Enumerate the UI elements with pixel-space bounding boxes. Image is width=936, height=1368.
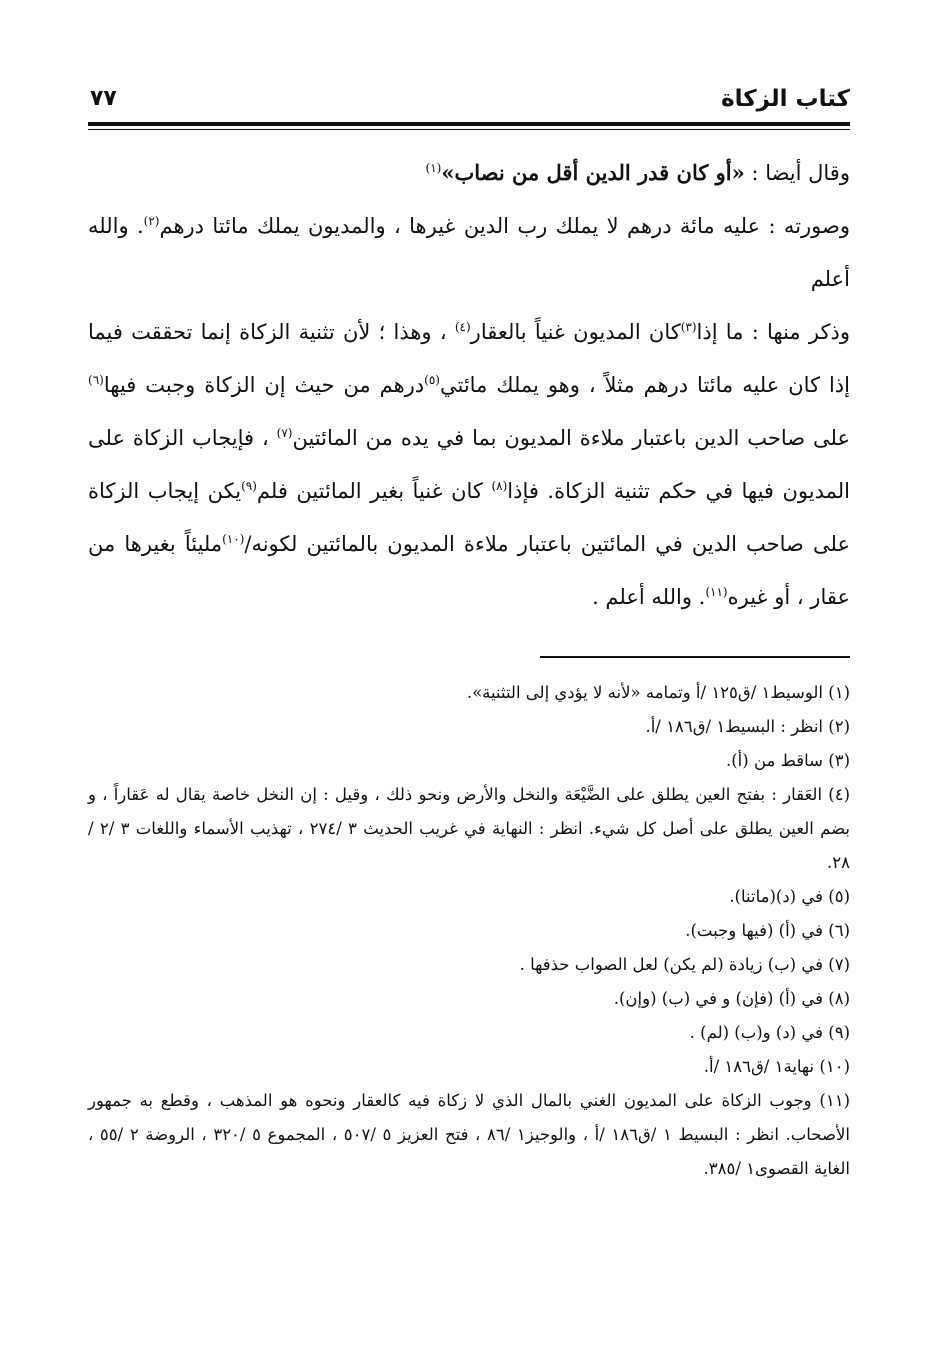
paragraph-3: وذكر منها : ما إذا$^{(٣)}$كان المديون غنياً بالعقار$^{(٤)}$ ، وهذا ؛ لأن تثنية الزكاة إنما تحققت فيما إذا كان عليه مائتا درهم مثلاً ، وهو يملك مائتي$^{(٥)}$درهم من حيث إن الزكاة وجبت فيها$^{(٦)}$ على صاحب الدين باعتبار ملاءة المديون بما في يده من المائتين$^{(٧)}$ ، فإيجاب الزكاة على المديون فيها في حكم تثنية الزكاة. فإذا$^{(٨)}$ كان غنياً بغير المائتين فلم$^{(٩)}$يكن إيجاب الزكاة على صاحب الدين في المائتين باعتبار ملاءة المديون بالمائتين لكونه/$^{(١٠)}$مليئاً بغيرها من عقار ، أو غيره$^{(١١)}$. والله أعلم .: [88, 320, 850, 609]
footnote-ref-6[interactable]: (٦): [88, 373, 104, 387]
running-title: كتاب الزكاة: [721, 86, 850, 112]
footnote-9: (٩) في (د) و(ب) (لم) .: [689, 1023, 850, 1042]
footnote-4: (٤) العَقار : بفتح العين يطلق على الضَّيْعَة والنخل والأرض ونحو ذلك ، وقيل : إن النخل خاصة يقال له عَقاراً ، و بضم العين يطلق على أصل كل شيء. انظر : النهاية في غريب الحديث ٣ /٢٧٤ ، تهذيب الأسماء واللغات ٣ /٢ /٢٨.: [88, 785, 851, 872]
footnote-ref-2[interactable]: (٢): [143, 214, 160, 228]
paragraph-1: وقال أيضا : «أو كان قدر الدين أقل من نصاب»$^{(١)}$: [425, 160, 850, 185]
footnote-ref-8[interactable]: (٨): [491, 479, 508, 493]
footnote-ref-9[interactable]: (٩): [241, 479, 257, 493]
page-header: [88, 86, 850, 120]
footnotes: [88, 676, 850, 1186]
footnote-6: (٦) في (أ) (فيها وجبت).: [685, 921, 850, 940]
footnote-ref-1[interactable]: (١): [425, 161, 442, 175]
footnote-7: (٧) في (ب) زيادة (لم يكن) لعل الصواب حذفها .: [519, 955, 850, 974]
footnote-3: (٣) ساقط من (أ).: [726, 751, 850, 770]
footnote-1: (١) الوسيط١ /ق١٢٥ /أ وتمامه «لأنه لا يؤدي إلى التثنية».: [466, 683, 850, 702]
footnote-5: (٥) في (د)(ماتنا).: [729, 887, 850, 906]
footnote-2: (٢) انظر : البسيط١ /ق١٨٦ /أ.: [645, 717, 850, 736]
paragraph-2: وصورته : عليه مائة درهم لا يملك رب الدين غيرها ، والمديون يملك مائتا درهم$^{(٢)}$. والله أعلم: [88, 214, 851, 291]
quoted-text: «أو كان قدر الدين أقل من نصاب»: [441, 160, 745, 185]
footnote-ref-7[interactable]: (٧): [276, 426, 293, 440]
footnote-8: (٨) في (أ) (فإن) و في (ب) (وإن).: [613, 989, 850, 1008]
footnote-ref-10[interactable]: (١٠): [222, 532, 245, 546]
footnote-ref-11[interactable]: (١١): [705, 585, 728, 599]
footnote-11: (١١) وجوب الزكاة على المديون الغني بالمال الذي لا زكاة فيه كالعقار ونحوه هو المذهب ، وقطع به جمهور الأصحاب. انظر : البسيط ١ /ق١٨٦ /أ ، والوجيز١ /٨٦ ، فتح العزيز ٥ /٥٠٧ ، المجموع ٥ /٣٢٠ ، الروضة ٢ /٥٥ ، الغاية القصوى١ /٣٨٥.: [88, 1091, 850, 1178]
footnote-separator: [540, 656, 850, 658]
footnote-ref-3[interactable]: (٣): [680, 320, 697, 334]
header-rule-thin: [88, 129, 850, 130]
header-rule-thick: [88, 122, 850, 126]
footnote-ref-5[interactable]: (٥): [424, 373, 440, 387]
footnote-ref-4[interactable]: (٤): [454, 320, 471, 334]
footnote-10: (١٠) نهاية١ /ق١٨٦ /أ.: [703, 1057, 850, 1076]
page-number: ٧٧: [90, 86, 117, 111]
main-text: [88, 146, 850, 624]
